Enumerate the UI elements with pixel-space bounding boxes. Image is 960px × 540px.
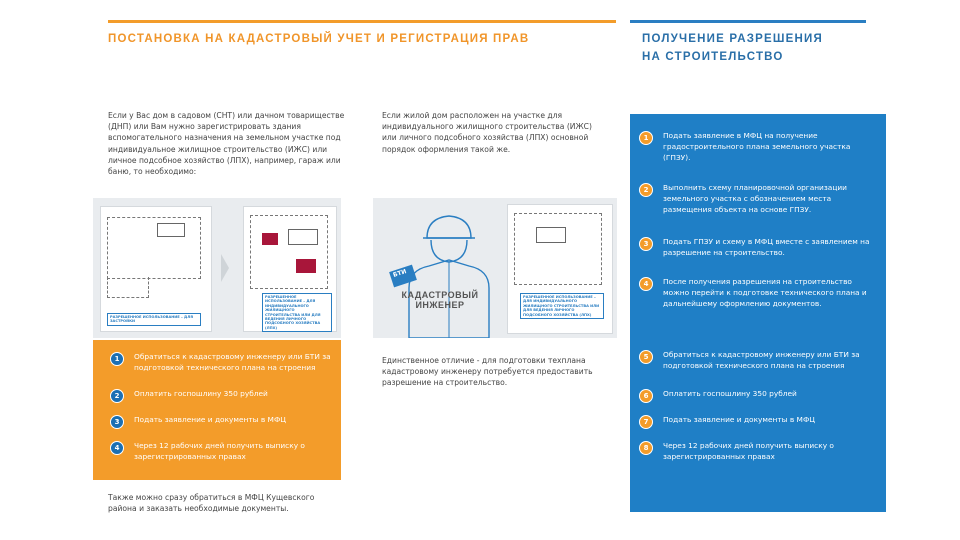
step-number: 5 xyxy=(639,350,653,364)
middle-illustration xyxy=(373,198,617,338)
step-number: 6 xyxy=(639,389,653,403)
plot-sheet-before xyxy=(100,206,212,332)
step-text: Через 12 рабочих дней получить выписку о зарегистрированных правах xyxy=(134,441,305,461)
engineer-icon xyxy=(379,198,509,338)
right-title-line-2: НА СТРОИТЕЛЬСТВО xyxy=(642,51,784,63)
step-item xyxy=(110,388,335,403)
arrow-right-icon xyxy=(221,254,229,282)
helmet-badge-text: БТИ xyxy=(392,268,408,279)
house-outline xyxy=(288,229,318,245)
step-text: Обратиться к кадастровому инженеру или БТИ за подготовкой технического плана на строения xyxy=(663,350,860,370)
left-section-title: ПОСТАНОВКА НА КАДАСТРОВЫЙ УЧЕТ И РЕГИСТРАЦИЯ ПРАВ xyxy=(108,33,530,45)
step-item xyxy=(639,388,877,403)
plot-boundary xyxy=(250,215,328,289)
plot-sheet-after xyxy=(243,206,337,332)
step-text: Подать заявление и документы в МФЦ xyxy=(134,415,287,424)
land-use-tag: РАЗРЕШЕННОЕ ИСПОЛЬЗОВАНИЕ – ДЛЯ ИНДИВИДУАЛЬНОГО ЖИЛИЩНОГО СТРОИТЕЛЬСТВА ИЛИ ДЛЯ ВЕДЕНИЯ ЛИЧНОГО ПОДСОБНОГО ХОЗЯЙСТВА (ЛПХ) xyxy=(262,293,332,332)
step-item xyxy=(639,236,877,258)
step-text: Подать заявление в МФЦ на получение градостроительного плана земельного участка (ГПЗУ). xyxy=(663,131,851,162)
step-number: 8 xyxy=(639,441,653,455)
left-illustration xyxy=(93,198,341,338)
step-text: Выполнить схему планировочной организации земельного участка с обозначением места размещения объекта на основе ГПЗУ. xyxy=(663,183,847,214)
step-item xyxy=(110,414,335,429)
step-number: 2 xyxy=(110,389,124,403)
left-intro-text: Если у Вас дом в садовом (СНТ) или дачном товариществе (ДНП) или Вам нужно зарегистрировать здания вспомогательного назначения на земельном участке под индивидуальное жилищное строительство (ИЖС) или личное подсобное хозяйство (ЛПХ), например, гараж или баню, то необходимо: xyxy=(108,111,345,177)
outbuilding-marker xyxy=(296,259,316,273)
house-outline xyxy=(157,223,185,237)
plot-boundary xyxy=(107,217,201,279)
step-number: 2 xyxy=(639,183,653,197)
step-number: 1 xyxy=(639,131,653,145)
step-item xyxy=(110,351,335,373)
step-number: 3 xyxy=(639,237,653,251)
step-item xyxy=(639,130,877,163)
step-text: Оплатить госпошлину 350 рублей xyxy=(134,389,268,398)
engineer-label-line-1: КАДАСТРОВЫЙ xyxy=(401,290,479,300)
step-text: Через 12 рабочих дней получить выписку о зарегистрированных правах xyxy=(663,441,834,461)
step-text: Подать заявление и документы в МФЦ xyxy=(663,415,816,424)
step-item xyxy=(639,440,877,462)
house-outline xyxy=(536,227,566,243)
land-use-tag: РАЗРЕШЕННОЕ ИСПОЛЬЗОВАНИЕ – ДЛЯ ЗАСТРОЙКИ xyxy=(107,313,201,326)
step-item xyxy=(110,440,335,462)
step-number: 1 xyxy=(110,352,124,366)
step-item xyxy=(639,182,877,215)
left-header-rule xyxy=(108,20,616,23)
bottom-note: Также можно сразу обратиться в МФЦ Кущевского района и заказать необходимые документы. xyxy=(108,493,315,514)
step-number: 4 xyxy=(639,277,653,291)
plot-sheet xyxy=(507,204,613,334)
step-item xyxy=(639,276,877,309)
plot-boundary xyxy=(514,213,602,285)
difference-text: Единственное отличие - для подготовки техплана кадастровому инженеру потребуется предоставить разрешение на строительство. xyxy=(382,356,593,388)
right-header-rule xyxy=(630,20,866,23)
step-text: Обратиться к кадастровому инженеру или БТИ за подготовкой технического плана на строения xyxy=(134,352,331,372)
step-text: Подать ГПЗУ и схему в МФЦ вместе с заявлением на разрешение на строительство. xyxy=(663,237,870,257)
middle-intro-text: Если жилой дом расположен на участке для индивидуального жилищного строительства (ИЖС) или личного подсобного хозяйства (ЛПХ) основной порядок оформления такой же. xyxy=(382,111,592,154)
step-text: Оплатить госпошлину 350 рублей xyxy=(663,389,797,398)
step-number: 4 xyxy=(110,441,124,455)
blue-steps-block xyxy=(630,114,886,512)
step-text: После получения разрешения на строительство можно перейти к подготовке технического плана и дальнейшему оформлению документов. xyxy=(663,277,867,308)
land-use-tag: РАЗРЕШЕННОЕ ИСПОЛЬЗОВАНИЕ – ДЛЯ ИНДИВИДУАЛЬНОГО ЖИЛИЩНОГО СТРОИТЕЛЬСТВА ИЛИ ДЛЯ ВЕДЕНИЯ ЛИЧНОГО ПОДСОБНОГО ХОЗЯЙСТВА (ЛПХ) xyxy=(520,293,604,319)
plot-boundary-lower xyxy=(107,277,149,298)
step-number: 3 xyxy=(110,415,124,429)
right-title-line-1: ПОЛУЧЕНИЕ РАЗРЕШЕНИЯ xyxy=(642,33,823,45)
step-number: 7 xyxy=(639,415,653,429)
orange-steps-block xyxy=(93,340,341,480)
step-item xyxy=(639,349,877,371)
right-section-title xyxy=(642,30,872,66)
engineer-label xyxy=(395,290,485,310)
step-item xyxy=(639,414,877,429)
engineer-label-line-2: ИНЖЕНЕР xyxy=(415,300,465,310)
outbuilding-marker xyxy=(262,233,278,245)
